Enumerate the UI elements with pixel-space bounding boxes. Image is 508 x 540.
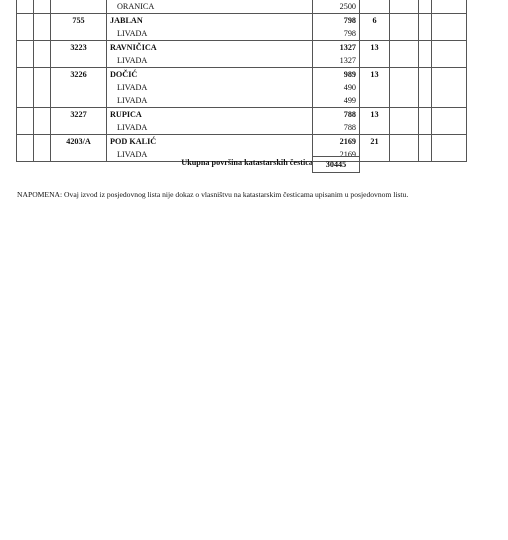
culture-row bbox=[17, 121, 467, 135]
cell-blank-c bbox=[390, 108, 419, 122]
cell-blank-a bbox=[17, 108, 34, 122]
parcel-area: 2169 bbox=[313, 148, 360, 162]
parcel-number bbox=[51, 94, 107, 108]
cell-blank-e bbox=[432, 81, 467, 94]
cell-blank-e bbox=[432, 121, 467, 135]
cell-blank-b bbox=[34, 14, 51, 28]
parcel-number: 3223 bbox=[51, 41, 107, 55]
parcel-number: 4203/A bbox=[51, 135, 107, 149]
parcel-area: 1327 bbox=[313, 54, 360, 68]
parcel-row bbox=[17, 135, 467, 149]
culture-name: LIVADA bbox=[107, 54, 313, 68]
parcel-name: RUPICA bbox=[107, 108, 313, 122]
cell-blank-e bbox=[432, 108, 467, 122]
parcel-area: 2169 bbox=[313, 135, 360, 149]
cell-blank-d bbox=[419, 135, 432, 149]
parcel-area: 788 bbox=[313, 108, 360, 122]
cadastral-table-section bbox=[16, 0, 466, 169]
parcel-class: 21 bbox=[360, 135, 390, 149]
culture-row bbox=[17, 94, 467, 108]
parcel-class bbox=[360, 81, 390, 94]
cell-blank-b bbox=[34, 54, 51, 68]
parcel-number bbox=[51, 0, 107, 14]
cell-blank-a bbox=[17, 41, 34, 55]
parcel-area: 490 bbox=[313, 81, 360, 94]
cell-blank-b bbox=[34, 135, 51, 149]
cell-blank-d bbox=[419, 68, 432, 82]
cell-blank-c bbox=[390, 121, 419, 135]
cell-blank-d bbox=[419, 81, 432, 94]
cell-blank-d bbox=[419, 41, 432, 55]
parcel-class: 6 bbox=[360, 14, 390, 28]
parcel-class bbox=[360, 121, 390, 135]
parcel-row bbox=[17, 108, 467, 122]
parcel-class bbox=[360, 0, 390, 14]
cell-blank-c bbox=[390, 14, 419, 28]
parcel-name: DOČIĆ bbox=[107, 68, 313, 82]
cell-blank-e bbox=[432, 54, 467, 68]
cell-blank-d bbox=[419, 94, 432, 108]
cell-blank-a bbox=[17, 27, 34, 41]
total-value: 30445 bbox=[312, 156, 360, 173]
parcel-area: 1327 bbox=[313, 41, 360, 55]
cell-blank-a bbox=[17, 135, 34, 149]
cell-blank-c bbox=[390, 81, 419, 94]
cell-blank-a bbox=[17, 14, 34, 28]
cell-blank-d bbox=[419, 54, 432, 68]
cell-blank-a bbox=[17, 121, 34, 135]
culture-row bbox=[17, 81, 467, 94]
parcel-row bbox=[17, 68, 467, 82]
cell-blank-e bbox=[432, 68, 467, 82]
cell-blank-a bbox=[17, 81, 34, 94]
parcel-number: 3226 bbox=[51, 68, 107, 82]
parcel-class: 13 bbox=[360, 108, 390, 122]
parcel-area: 798 bbox=[313, 14, 360, 28]
parcel-area: 798 bbox=[313, 27, 360, 41]
culture-name: LIVADA bbox=[107, 94, 313, 108]
cell-blank-a bbox=[17, 54, 34, 68]
parcel-name: JABLAN bbox=[107, 14, 313, 28]
note-text: NAPOMENA: Ovaj izvod iz posjedovnog lista nije dokaz o vlasništvu na katastarskim česticama upisanim u posjedovnom listu. bbox=[17, 190, 409, 199]
parcel-row bbox=[17, 14, 467, 28]
cell-blank-c bbox=[390, 68, 419, 82]
cell-blank-c bbox=[390, 27, 419, 41]
parcel-number bbox=[51, 54, 107, 68]
cell-blank-b bbox=[34, 41, 51, 55]
culture-name: LIVADA bbox=[107, 148, 313, 162]
cell-blank-b bbox=[34, 94, 51, 108]
culture-name: LIVADA bbox=[107, 81, 313, 94]
cell-blank-d bbox=[419, 27, 432, 41]
parcel-number bbox=[51, 27, 107, 41]
cell-blank-e bbox=[432, 27, 467, 41]
parcel-class: 13 bbox=[360, 41, 390, 55]
parcel-class bbox=[360, 27, 390, 41]
parcel-class bbox=[360, 54, 390, 68]
parcel-table bbox=[16, 0, 467, 162]
culture-row bbox=[17, 0, 467, 14]
cell-blank-e bbox=[432, 135, 467, 149]
culture-name: LIVADA bbox=[107, 27, 313, 41]
cell-blank-d bbox=[419, 14, 432, 28]
cell-blank-b bbox=[34, 0, 51, 14]
parcel-name: RAVNIČICA bbox=[107, 41, 313, 55]
culture-row bbox=[17, 54, 467, 68]
cell-blank-c bbox=[390, 54, 419, 68]
parcel-area: 2500 bbox=[313, 0, 360, 14]
total-row bbox=[16, 156, 466, 172]
cell-blank-e bbox=[432, 94, 467, 108]
culture-row bbox=[17, 27, 467, 41]
cell-blank-d bbox=[419, 108, 432, 122]
cell-blank-e bbox=[432, 41, 467, 55]
cell-blank-b bbox=[34, 81, 51, 94]
cell-blank-a bbox=[17, 94, 34, 108]
parcel-class: 13 bbox=[360, 68, 390, 82]
parcel-area: 788 bbox=[313, 121, 360, 135]
total-label: Ukupna površina katastarskih čestica bbox=[181, 158, 313, 167]
cell-blank-e bbox=[432, 0, 467, 14]
parcel-rows bbox=[17, 0, 467, 162]
parcel-number bbox=[51, 81, 107, 94]
cell-blank-c bbox=[390, 0, 419, 14]
cell-blank-a bbox=[17, 0, 34, 14]
culture-name: LIVADA bbox=[107, 121, 313, 135]
parcel-area: 989 bbox=[313, 68, 360, 82]
cell-blank-b bbox=[34, 27, 51, 41]
parcel-number bbox=[51, 121, 107, 135]
cell-blank-d bbox=[419, 121, 432, 135]
cell-blank-c bbox=[390, 41, 419, 55]
cell-blank-b bbox=[34, 121, 51, 135]
parcel-row bbox=[17, 41, 467, 55]
parcel-name: POD KALIĆ bbox=[107, 135, 313, 149]
cell-blank-e bbox=[432, 14, 467, 28]
cell-blank-d bbox=[419, 0, 432, 14]
cell-blank-c bbox=[390, 94, 419, 108]
cell-blank-b bbox=[34, 68, 51, 82]
parcel-number: 3227 bbox=[51, 108, 107, 122]
culture-name: ORANICA bbox=[107, 0, 313, 14]
cell-blank-a bbox=[17, 68, 34, 82]
parcel-number: 755 bbox=[51, 14, 107, 28]
cell-blank-b bbox=[34, 108, 51, 122]
cell-blank-c bbox=[390, 135, 419, 149]
parcel-class bbox=[360, 94, 390, 108]
parcel-area: 499 bbox=[313, 94, 360, 108]
